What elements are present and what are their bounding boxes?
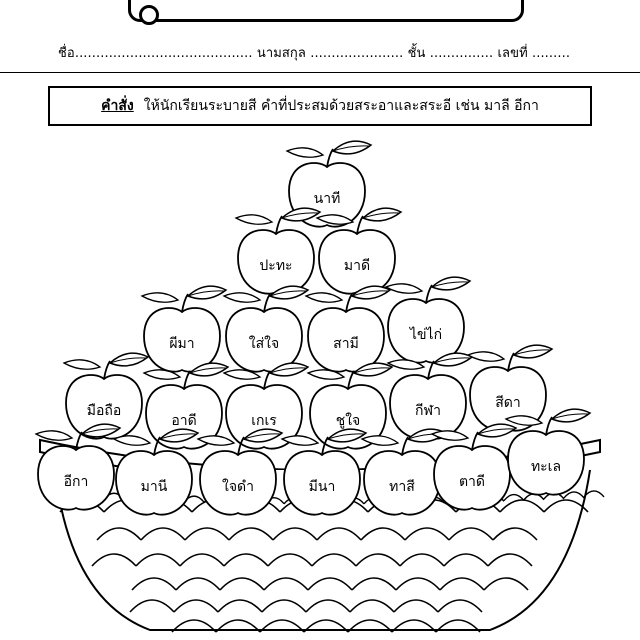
apple[interactable] — [224, 286, 308, 372]
leaf-icon — [333, 141, 371, 154]
apple-word: อีกา — [63, 474, 89, 490]
leaf-icon — [478, 424, 516, 437]
apple-word: ปะทะ — [259, 258, 293, 274]
apple-word: ไข่ไก่ — [409, 327, 443, 343]
apple[interactable] — [506, 409, 590, 495]
apple-word: สามี — [333, 336, 359, 352]
apple-word: มานี — [140, 479, 168, 495]
name-label: ชื่อ — [58, 46, 75, 61]
apple-word: ตาดี — [458, 474, 486, 490]
apple-word: ทาสี — [389, 479, 415, 495]
instruction-text: ให้นักเรียนระบายสี คำที่ประสมด้วยสระอาและสระอี เช่น มาลี อีกา — [143, 98, 539, 114]
apple-word: ผีมา — [169, 336, 195, 352]
apple-word: สีดา — [495, 395, 521, 411]
surname-blank[interactable]: ...................... — [310, 46, 404, 61]
apple-word: มาดี — [343, 258, 371, 274]
leaf-icon — [363, 208, 401, 221]
apple[interactable] — [142, 286, 226, 372]
apple-word: ชูใจ — [335, 413, 361, 429]
class-label: ชั้น — [407, 46, 426, 61]
apple-word: ใจดำ — [222, 479, 254, 495]
leaf-icon — [552, 409, 590, 422]
apple-word: มีนา — [308, 479, 336, 495]
leaf-icon — [110, 353, 148, 366]
leaf-icon — [188, 286, 226, 299]
apple[interactable] — [386, 277, 470, 363]
instruction-lead: คำสั่ง — [101, 98, 134, 114]
number-blank[interactable]: ......... — [531, 46, 571, 61]
apple-word: ทะเล — [530, 459, 562, 475]
number-label: เลขที่ — [497, 46, 528, 61]
apple-word: อาดี — [171, 413, 197, 429]
apple-word: นาที — [313, 191, 341, 207]
apple[interactable] — [388, 353, 472, 439]
apple[interactable] — [306, 286, 390, 372]
apple[interactable] — [432, 424, 516, 510]
surname-label: นามสกุล — [256, 46, 306, 61]
leaf-icon — [432, 277, 470, 290]
apple-word: มือถือ — [86, 403, 122, 419]
class-blank[interactable]: ............... — [429, 46, 494, 61]
apple-word: เกเร — [251, 413, 277, 429]
leaf-icon — [514, 345, 552, 358]
name-blank[interactable]: .......................................... — [74, 46, 253, 61]
apple-word: ใส่ใจ — [248, 336, 280, 352]
apple[interactable] — [317, 208, 401, 294]
apple-word: กีฬา — [415, 403, 441, 419]
